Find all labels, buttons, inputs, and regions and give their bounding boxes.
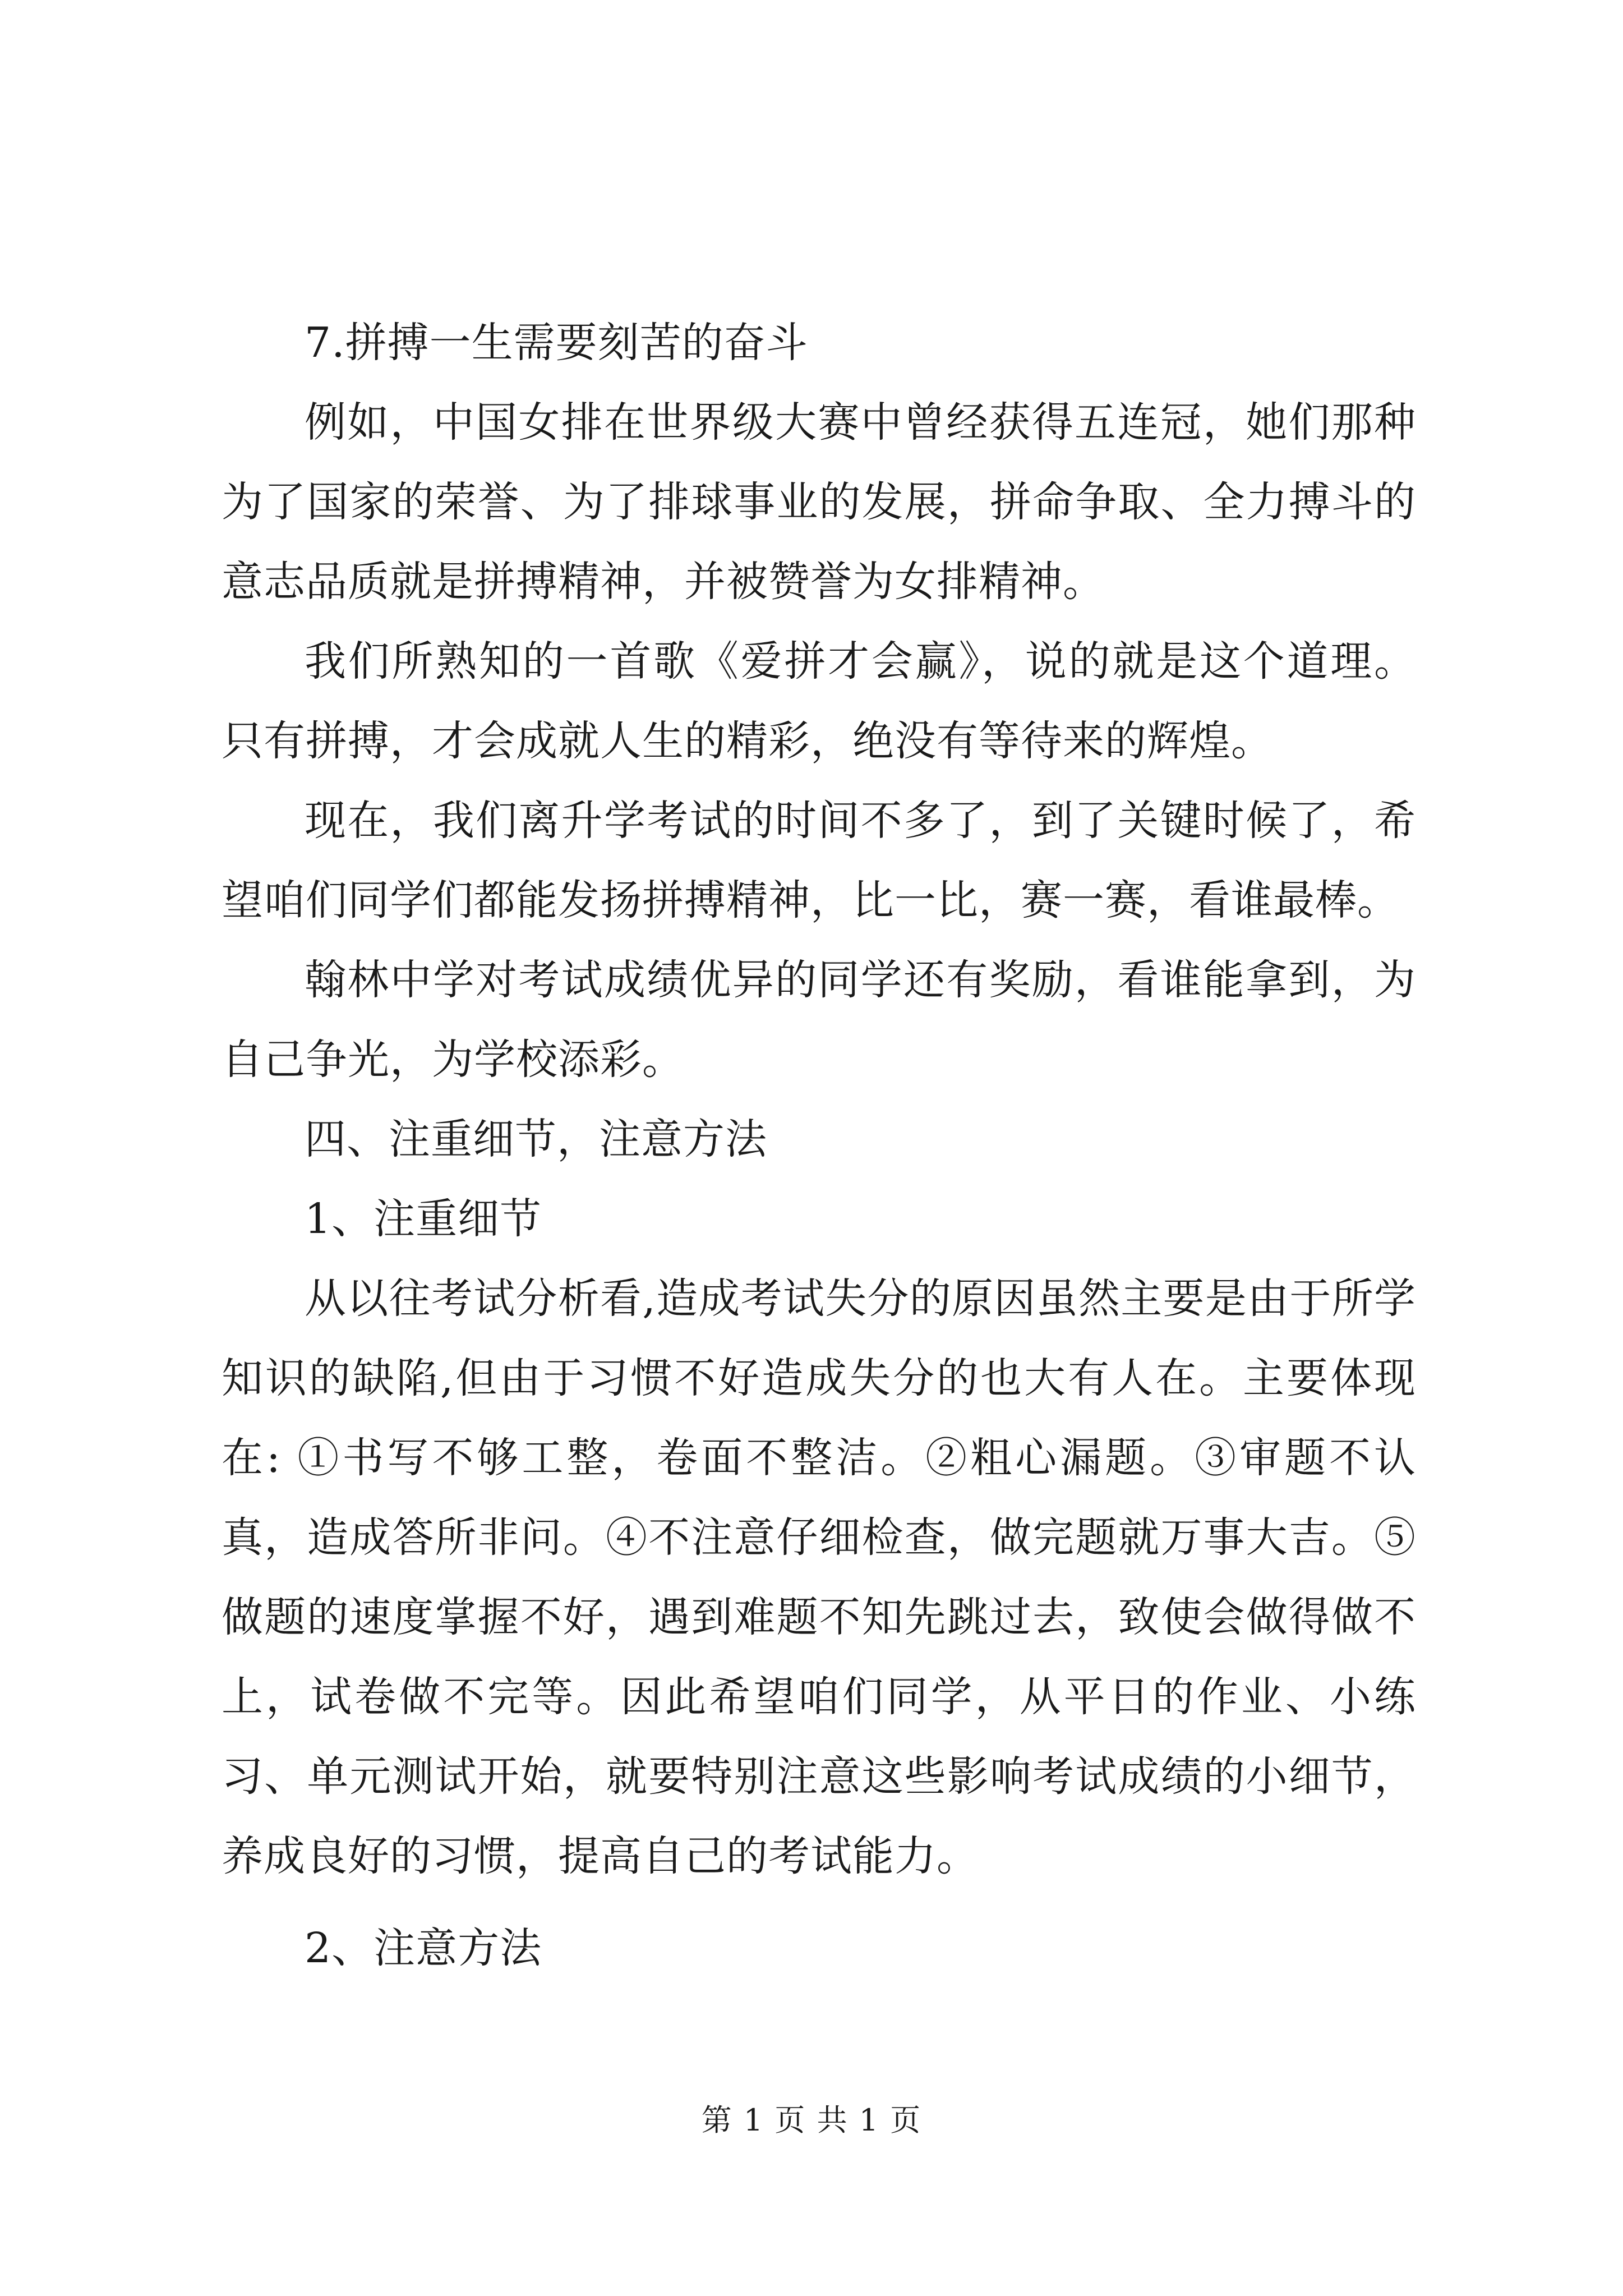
paragraph-song: 我们所熟知的一首歌《爱拼才会赢》，说的就是这个道理。只有拼搏，才会成就人生的精彩，绝没有等待来的辉煌。	[222, 637, 1416, 765]
subheading-details: 1、注重细节	[305, 1195, 542, 1243]
subheading-methods: 2、注意方法	[305, 1924, 542, 1972]
document-body	[222, 303, 1416, 1988]
paragraph-reward: 翰林中学对考试成绩优异的同学还有奖励，看谁能拿到，为自己争光，为学校添彩。	[222, 956, 1416, 1084]
heading-item-7: 7.拼搏一生需要刻苦的奋斗	[305, 319, 808, 367]
page-footer: 第 1 页 共 1 页	[701, 2102, 922, 2138]
section-heading-4: 四、注重细节，注意方法	[305, 1115, 767, 1163]
paragraph-exam-time: 现在，我们离升学考试的时间不多了，到了关键时候了，希望咱们同学们都能发扬拼搏精神，比一比，赛一赛，看谁最棒。	[222, 797, 1416, 924]
paragraph-details: 从以往考试分析看,造成考试失分的原因虽然主要是由于所学知识的缺陷,但由于习惯不好造成失分的也大有人在。主要体现在: ①书写不够工整，卷面不整洁。②粗心漏题。③审题不认真，造成答所非问。④不注意仔细检查，做完题就万事大吉。⑤做题的速度掌握不好，遇到难题不知先跳过去，致使会做得做不上，试卷做不完等。因此希望咱们同学，从平日的作业、小练习、单元测试开始，就要特别注意这些影响考试成绩的小细节，养成良好的习惯，提高自己的考试能力。	[222, 1274, 1416, 1880]
paragraph-women-volleyball: 例如，中国女排在世界级大赛中曾经获得五连冠，她们那种为了国家的荣誉、为了排球事业的发展，拼命争取、全力搏斗的意志品质就是拼搏精神，并被赞誉为女排精神。	[222, 398, 1416, 606]
